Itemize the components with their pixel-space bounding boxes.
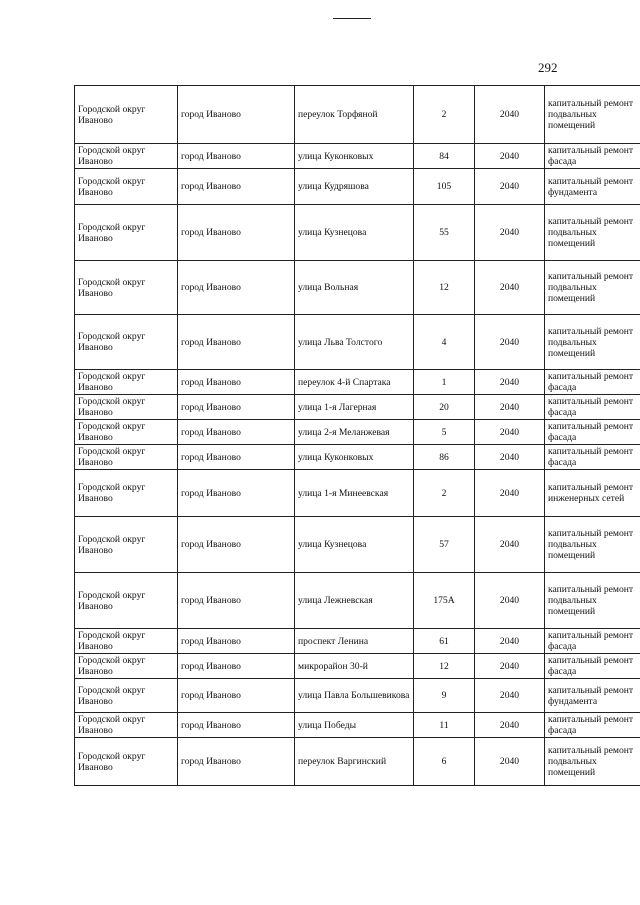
- year-cell: 2040: [475, 395, 545, 420]
- work-type-cell: капитальный ремонт инженерных сетей: [545, 470, 640, 517]
- work-type-cell: капитальный ремонт подвальных помещений: [545, 573, 640, 629]
- house-number-cell: 11: [414, 713, 475, 738]
- house-number-cell: 2: [414, 470, 475, 517]
- work-type-cell: капитальный ремонт фасада: [545, 654, 640, 679]
- house-number-cell: 12: [414, 261, 475, 315]
- street-cell: улица Лежневская: [295, 573, 414, 629]
- year-cell: 2040: [475, 713, 545, 738]
- house-number-cell: 175А: [414, 573, 475, 629]
- street-cell: микрорайон 30-й: [295, 654, 414, 679]
- table-row: [75, 205, 640, 261]
- house-number-cell: 6: [414, 738, 475, 786]
- house-number-cell: 105: [414, 169, 475, 205]
- district-cell: Городской округ Иваново: [75, 370, 178, 395]
- district-cell: Городской округ Иваново: [75, 679, 178, 713]
- table-body: [75, 86, 640, 786]
- district-cell: Городской округ Иваново: [75, 315, 178, 370]
- street-cell: проспект Ленина: [295, 629, 414, 654]
- street-cell: переулок Варгинский: [295, 738, 414, 786]
- district-cell: Городской округ Иваново: [75, 205, 178, 261]
- city-cell: город Иваново: [178, 261, 295, 315]
- house-number-cell: 2: [414, 86, 475, 144]
- repair-schedule-table: [74, 85, 640, 786]
- table-row: [75, 713, 640, 738]
- city-cell: город Иваново: [178, 517, 295, 573]
- work-type-cell: капитальный ремонт фасада: [545, 395, 640, 420]
- district-cell: Городской округ Иваново: [75, 629, 178, 654]
- street-cell: улица Кузнецова: [295, 517, 414, 573]
- year-cell: 2040: [475, 573, 545, 629]
- house-number-cell: 61: [414, 629, 475, 654]
- street-cell: улица Победы: [295, 713, 414, 738]
- work-type-cell: капитальный ремонт фундамента: [545, 679, 640, 713]
- city-cell: город Иваново: [178, 144, 295, 169]
- district-cell: Городской округ Иваново: [75, 654, 178, 679]
- page-number: 292: [538, 60, 558, 75]
- city-cell: город Иваново: [178, 395, 295, 420]
- district-cell: Городской округ Иваново: [75, 517, 178, 573]
- district-cell: Городской округ Иваново: [75, 470, 178, 517]
- city-cell: город Иваново: [178, 169, 295, 205]
- table-row: [75, 395, 640, 420]
- year-cell: 2040: [475, 629, 545, 654]
- work-type-cell: капитальный ремонт подвальных помещений: [545, 205, 640, 261]
- house-number-cell: 57: [414, 517, 475, 573]
- street-cell: улица Кузнецова: [295, 205, 414, 261]
- work-type-cell: капитальный ремонт фасада: [545, 445, 640, 470]
- year-cell: 2040: [475, 654, 545, 679]
- year-cell: 2040: [475, 517, 545, 573]
- city-cell: город Иваново: [178, 205, 295, 261]
- work-type-cell: капитальный ремонт фасада: [545, 370, 640, 395]
- house-number-cell: 9: [414, 679, 475, 713]
- city-cell: город Иваново: [178, 713, 295, 738]
- work-type-cell: капитальный ремонт фасада: [545, 713, 640, 738]
- city-cell: город Иваново: [178, 370, 295, 395]
- table-row: [75, 517, 640, 573]
- district-cell: Городской округ Иваново: [75, 573, 178, 629]
- street-cell: улица 2-я Меланжевая: [295, 420, 414, 445]
- table-row: [75, 679, 640, 713]
- table-row: [75, 169, 640, 205]
- year-cell: 2040: [475, 738, 545, 786]
- house-number-cell: 1: [414, 370, 475, 395]
- work-type-cell: капитальный ремонт подвальных помещений: [545, 315, 640, 370]
- year-cell: 2040: [475, 445, 545, 470]
- year-cell: 2040: [475, 169, 545, 205]
- district-cell: Городской округ Иваново: [75, 445, 178, 470]
- year-cell: 2040: [475, 315, 545, 370]
- street-cell: улица Вольная: [295, 261, 414, 315]
- city-cell: город Иваново: [178, 86, 295, 144]
- district-cell: Городской округ Иваново: [75, 169, 178, 205]
- street-cell: улица Павла Большевикова: [295, 679, 414, 713]
- district-cell: Городской округ Иваново: [75, 86, 178, 144]
- table-row: [75, 86, 640, 144]
- year-cell: 2040: [475, 679, 545, 713]
- table-row: [75, 738, 640, 786]
- street-cell: улица 1-я Минеевская: [295, 470, 414, 517]
- table-row: [75, 144, 640, 169]
- table-row: [75, 445, 640, 470]
- year-cell: 2040: [475, 261, 545, 315]
- street-cell: переулок 4-й Спартака: [295, 370, 414, 395]
- table-row: [75, 470, 640, 517]
- street-cell: улица Льва Толстого: [295, 315, 414, 370]
- street-cell: улица Кудряшова: [295, 169, 414, 205]
- table-row: [75, 261, 640, 315]
- city-cell: город Иваново: [178, 470, 295, 517]
- table-row: [75, 315, 640, 370]
- city-cell: город Иваново: [178, 738, 295, 786]
- district-cell: Городской округ Иваново: [75, 395, 178, 420]
- street-cell: улица 1-я Лагерная: [295, 395, 414, 420]
- table-row: [75, 573, 640, 629]
- city-cell: город Иваново: [178, 315, 295, 370]
- district-cell: Городской округ Иваново: [75, 261, 178, 315]
- table-row: [75, 629, 640, 654]
- district-cell: Городской округ Иваново: [75, 713, 178, 738]
- work-type-cell: капитальный ремонт подвальных помещений: [545, 261, 640, 315]
- house-number-cell: 20: [414, 395, 475, 420]
- work-type-cell: капитальный ремонт фасада: [545, 420, 640, 445]
- city-cell: город Иваново: [178, 420, 295, 445]
- district-cell: Городской округ Иваново: [75, 144, 178, 169]
- house-number-cell: 86: [414, 445, 475, 470]
- district-cell: Городской округ Иваново: [75, 738, 178, 786]
- work-type-cell: капитальный ремонт подвальных помещений: [545, 738, 640, 786]
- table-row: [75, 420, 640, 445]
- street-cell: улица Куконковых: [295, 144, 414, 169]
- work-type-cell: капитальный ремонт фасада: [545, 144, 640, 169]
- work-type-cell: капитальный ремонт подвальных помещений: [545, 517, 640, 573]
- year-cell: 2040: [475, 205, 545, 261]
- year-cell: 2040: [475, 86, 545, 144]
- city-cell: город Иваново: [178, 573, 295, 629]
- house-number-cell: 4: [414, 315, 475, 370]
- district-cell: Городской округ Иваново: [75, 420, 178, 445]
- table-row: [75, 654, 640, 679]
- city-cell: город Иваново: [178, 445, 295, 470]
- street-cell: улица Куконковых: [295, 445, 414, 470]
- work-type-cell: капитальный ремонт фасада: [545, 629, 640, 654]
- year-cell: 2040: [475, 144, 545, 169]
- street-cell: переулок Торфяной: [295, 86, 414, 144]
- year-cell: 2040: [475, 470, 545, 517]
- year-cell: 2040: [475, 370, 545, 395]
- city-cell: город Иваново: [178, 654, 295, 679]
- table-row: [75, 370, 640, 395]
- house-number-cell: 12: [414, 654, 475, 679]
- house-number-cell: 84: [414, 144, 475, 169]
- year-cell: 2040: [475, 420, 545, 445]
- work-type-cell: капитальный ремонт фундамента: [545, 169, 640, 205]
- header-rule: [333, 18, 371, 19]
- city-cell: город Иваново: [178, 679, 295, 713]
- work-type-cell: капитальный ремонт подвальных помещений: [545, 86, 640, 144]
- city-cell: город Иваново: [178, 629, 295, 654]
- house-number-cell: 5: [414, 420, 475, 445]
- house-number-cell: 55: [414, 205, 475, 261]
